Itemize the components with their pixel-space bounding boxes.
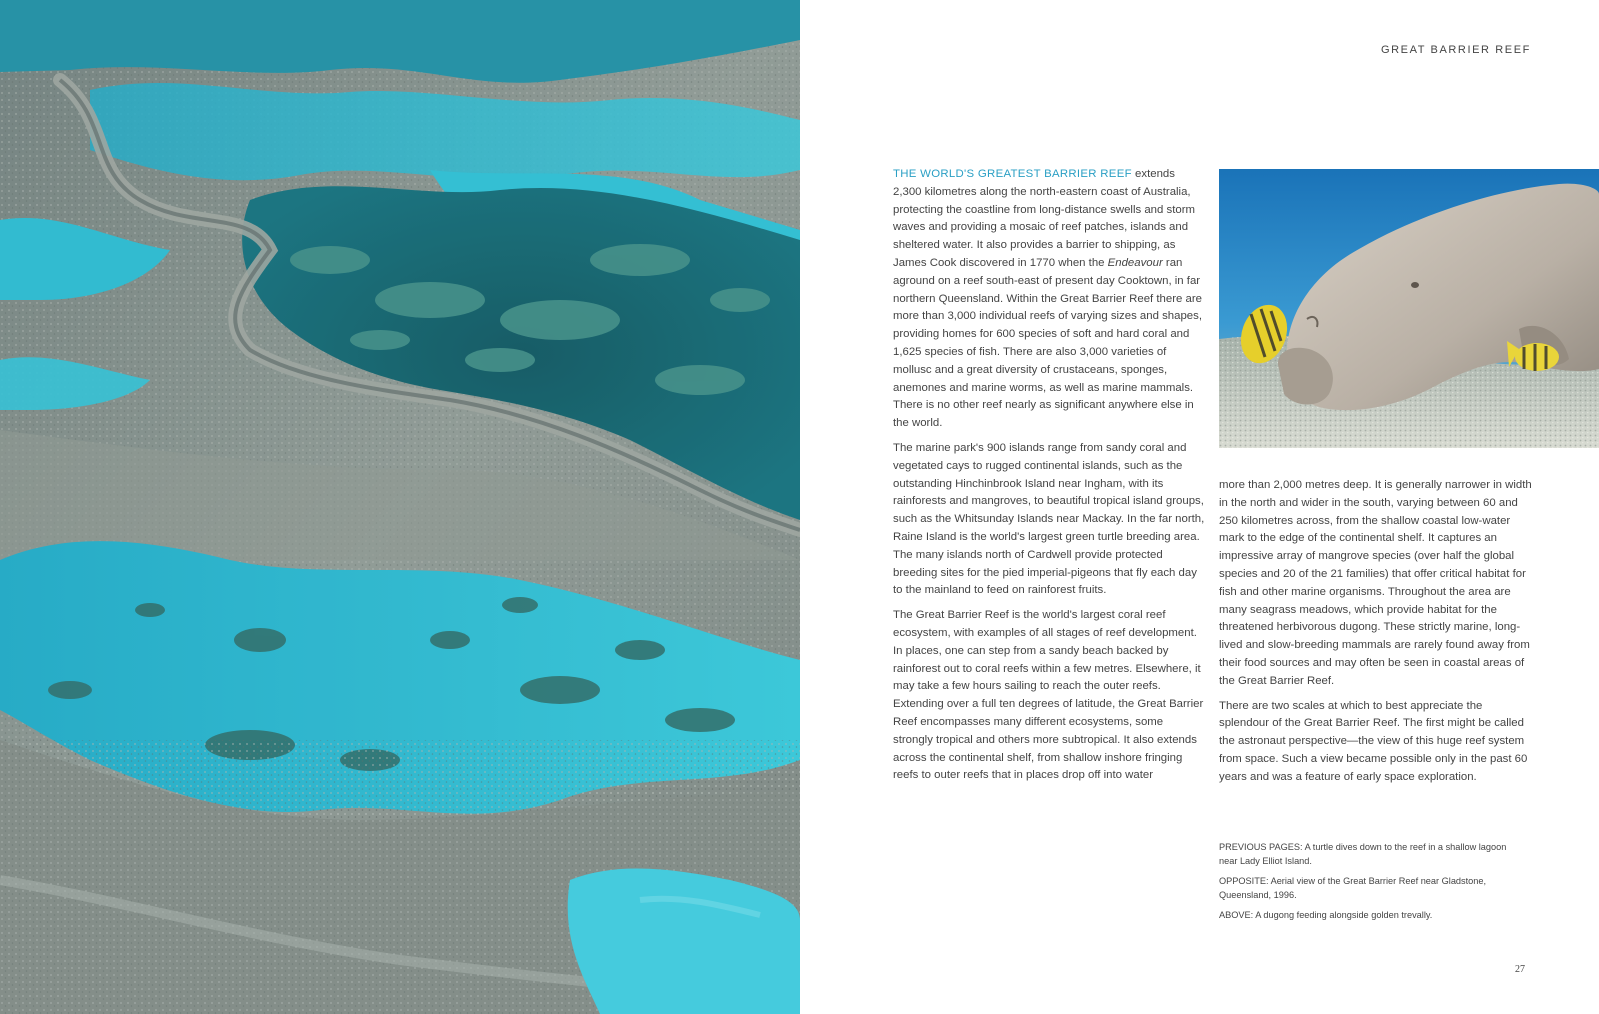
body-text: extends 2,300 kilometres along the north-eastern coast of Australia, protecting the coastline from long-distance swells and storm waves and providing a mosaic of reef patches, islands and sheltered water. It also provides a barrier to shipping, as James Cook discovered in 1770 when the xyxy=(893,168,1195,269)
body-paragraph-3: The Great Barrier Reef is the world's largest coral reef ecosystem, with examples of all stages of reef development. In places, one can step from a sandy beach backed by rainforest out to coral reefs within a few metres. Elsewhere, it may take a few hours sailing to reach the outer reefs. Extending over a full ten degrees of latitude, the Great Barrier Reef encompasses many different ecosystems, some strongly tropical and others more subtropical. It also extends across the continental shelf, from shallow inshore fringing reefs to outer reefs that in places drop off into water xyxy=(893,609,1204,782)
dugong-illustration xyxy=(1219,169,1599,448)
page-number: 27 xyxy=(1515,964,1525,975)
body-text: ran aground on a reef south-east of present day Cooktown, in far northern Queensland. Within the Great Barrier Reef there are more than 3,000 individual reefs of varying sizes and shapes, providing homes for 600 species of soft and hard coral and 1,625 species of fish. There are also 3,000 varieties of mollusc and a great diversity of crustaceans, sponges, anemones and marine worms, as well as marine mammals. There is no other reef nearly as significant anywhere else in the world. xyxy=(893,256,1202,430)
dugong-photo xyxy=(1219,169,1599,448)
caption-previous-pages: PREVIOUS PAGES: A turtle dives down to the reef in a shallow lagoon near Lady Elliot Island. xyxy=(1219,842,1507,866)
ship-name: Endeavour xyxy=(1107,256,1163,269)
photo-captions xyxy=(1219,841,1519,930)
lead-in: THE WORLD'S GREATEST BARRIER REEF xyxy=(893,168,1132,180)
running-head: GREAT BARRIER REEF xyxy=(1380,44,1531,56)
body-paragraph-1 xyxy=(893,166,1206,433)
body-paragraph-5: There are two scales at which to best appreciate the splendour of the Great Barrier Reef. The first might be called the astronaut perspective—the view of this huge reef system from space. Such a view became possible only in the past 60 years and was a feature of early space exploration. xyxy=(1219,699,1528,783)
body-paragraph-4: more than 2,000 metres deep. It is generally narrower in width in the north and wider in the south, varying between 60 and 250 kilometres across, from the shallow coastal low-water mark to the edge of the continental shelf. It captures an impressive array of mangrove species (over half the global species and 20 of the 21 families) that offer critical habitat for fish and other marine organisms. Throughout the area are many seagrass meadows, which provide habitat for the threatened herbivorous dugong. These strictly marine, long-lived and slow-breeding mammals are rarely found away from their food sources and may often be seen in coastal areas of the Great Barrier Reef. xyxy=(1219,479,1532,687)
caption-above: ABOVE: A dugong feeding alongside golden trevally. xyxy=(1219,910,1433,921)
text-column-2 xyxy=(1219,477,1532,794)
caption-opposite: OPPOSITE: Aerial view of the Great Barrier Reef near Gladstone, Queensland, 1996. xyxy=(1219,876,1487,900)
text-column-1 xyxy=(893,166,1206,792)
body-paragraph-2: The marine park's 900 islands range from sandy coral and vegetated cays to rugged continental islands, such as the outstanding Hinchinbrook Island near Ingham, with its rainforests and mangroves, to beautiful tropical island groups, such as the Whitsunday Islands near Mackay. In the far north, Raine Island is the world's largest green turtle breeding area. The many islands north of Cardwell provide protected breeding sites for the pied imperial-pigeons that fly each day to the mainland to feed on rainforest fruits. xyxy=(893,441,1205,597)
